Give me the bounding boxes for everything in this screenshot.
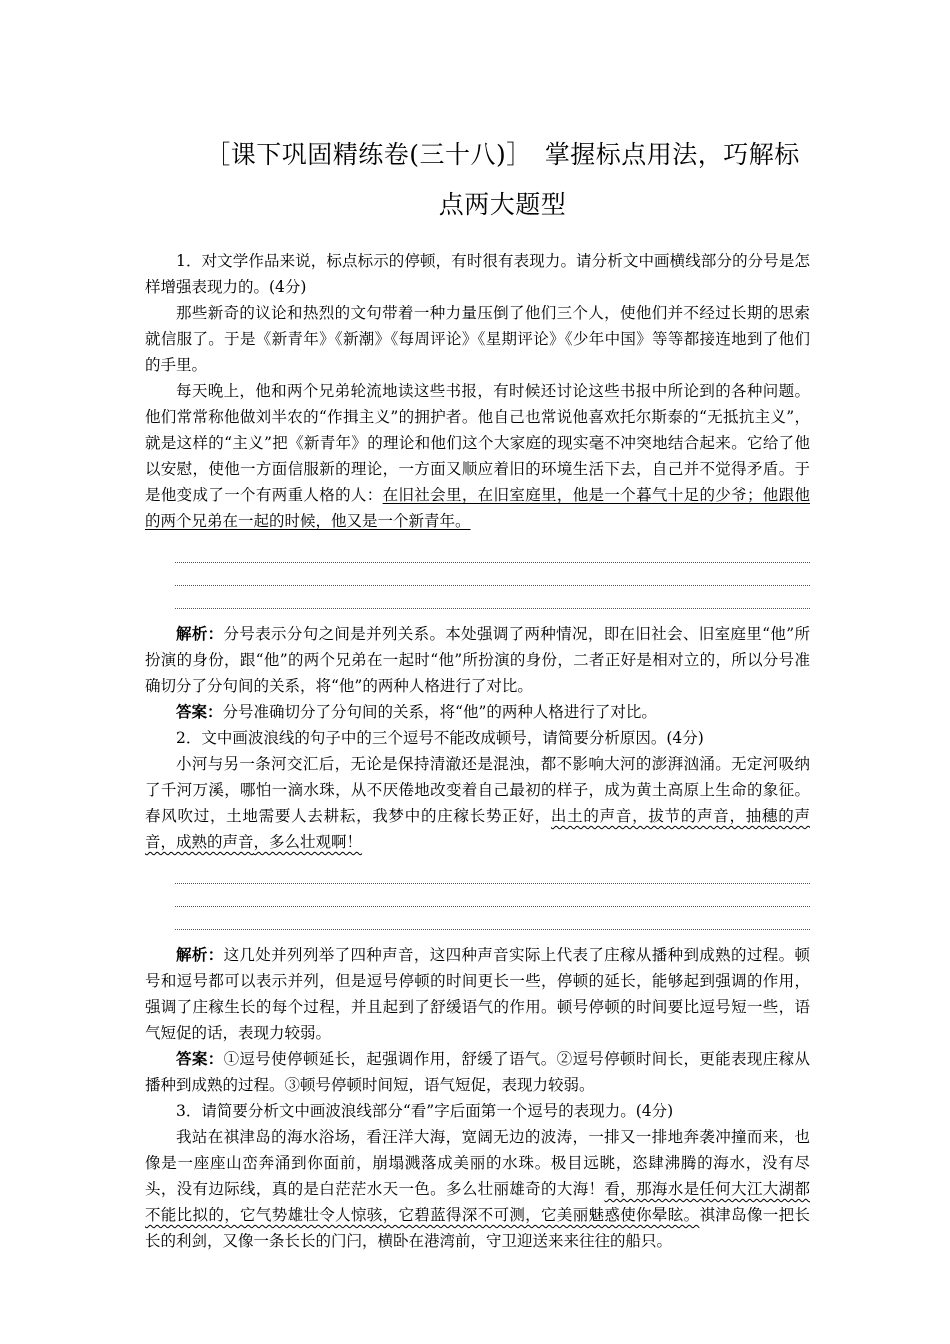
passage-text: 每天晚上，他和两个兄弟轮流地读这些书报，有时候还讨论这些书报中所论到的各种问题。他们常常称他做刘半农的“作揖主义”的拥护者。他自己也常说他喜欢托尔斯泰的“无抵抗主义”，就是这样的“主义”把《新青年》的理论和他们这个大家庭的现实毫不冲突地结合起来。它给了他以安慰，使他一方面信服新的理论，一方面又顺应着旧的环境生活下去，自己并不觉得矛盾。于是他变成了一个有两重人格的人： xyxy=(145,382,810,504)
passage-text: 小河与另一条河交汇后，无论是保持清澈还是混浊，都不影响大河的澎湃汹涌。无定河吸纳了千河万溪，哪怕一滴水珠，从不厌倦地改变着自己最初的样子，成为黄土高原上生命的象征。春风吹过，土地需要人去耕耘，我梦中的庄稼长势正好， xyxy=(145,755,810,825)
passage-3 xyxy=(145,1124,810,1254)
answer-text: ①逗号使停顿延长，起强调作用，舒缓了语气。②逗号停顿时间长，更能表现庄稼从播种到成熟的过程。③顿号停顿时间短，语气短促，表现力较弱。 xyxy=(145,1050,810,1094)
answer-blanks-2 xyxy=(145,855,810,942)
answer-line xyxy=(175,884,810,907)
answer-label: 答案： xyxy=(176,702,223,721)
analysis-2 xyxy=(145,942,810,1046)
wavy-underlined-text: 看，那海水是任何大江大湖都不能比拟的，它气势雄壮令人惊骇，它碧蓝得深不可测，它美丽魅惑使你晕眩。 xyxy=(145,1180,810,1224)
passage-tail: 祺津岛像一把长长的利剑，又像一条长长的门闩，横卧在港湾前，守卫迎送来来往往的船只。 xyxy=(145,1206,810,1250)
analysis-text: 分号表示分句之间是并列关系。本处强调了两种情况，即在旧社会、旧室庭里“他”所扮演的身份，跟“他”的两个兄弟在一起时“他”所扮演的身份，二者正好是相对立的，所以分号准确切分了分句间的关系，将“他”的两种人格进行了对比。 xyxy=(145,625,810,695)
passage-tail: ，多么壮观啊！ xyxy=(253,833,363,851)
question-3: 3．请简要分析文中画波浪线部分“看”字后面第一个逗号的表现力。(4分) xyxy=(176,1102,674,1120)
analysis-label: 解析： xyxy=(176,624,224,643)
passage-text: 我站在祺津岛的海水浴场，看汪洋大海，宽阔无边的波涛，一排又一排地奔袭冲撞而来，也像是一座座山峦奔涌到你面前，崩塌溅落成美丽的水珠。极目远眺，恣肆沸腾的海水，没有尽头，没有边际线，真的是白茫茫水天一色。多么壮丽雄奇的大海！ xyxy=(145,1128,810,1198)
answer-line xyxy=(175,586,810,609)
underlined-text: 在旧社会里，在旧室庭里，他是一个暮气十足的少爷；他跟他的两个兄弟在一起的时候，他又是一个新青年。 xyxy=(145,486,810,530)
analysis-text: 这几处并列列举了四种声音，这四种声音实际上代表了庄稼从播种到成熟的过程。顿号和逗号都可以表示并列，但是逗号停顿的时间更长一些，停顿的延长，能够起到强调的作用，强调了庄稼生长的每个过程，并且起到了舒缓语气的作用。顿号停顿的时间要比逗号短一些，语气短促的话，表现力较弱。 xyxy=(145,946,810,1042)
answer-line xyxy=(175,907,810,930)
answer-line xyxy=(175,540,810,563)
question-1: 1．对文学作品来说，标点标示的停顿，有时很有表现力。请分析文中画横线部分的分号是怎样增强表现力的。(4分) xyxy=(145,252,810,296)
question-2: 2．文中画波浪线的句子中的三个逗号不能改成顿号，请简要分析原因。(4分) xyxy=(176,729,704,747)
analysis-label: 解析： xyxy=(176,945,224,964)
answer-line xyxy=(175,563,810,586)
page-title: ［课下巩固精练卷(三十八)］ 掌握标点用法，巧解标点两大题型 xyxy=(205,140,800,219)
wavy-underlined-text: 出土的声音，拔节的声音，抽穗的声音，成熟的声音 xyxy=(145,807,810,851)
answer-text: 分号准确切分了分句间的关系，将“他”的两种人格进行了对比。 xyxy=(222,703,657,721)
answer-2 xyxy=(145,1046,810,1098)
answer-line xyxy=(175,861,810,884)
answer-1 xyxy=(145,699,810,725)
answer-blanks-1 xyxy=(145,534,810,621)
answer-label: 答案： xyxy=(176,1049,224,1068)
passage-1-paragraph-2 xyxy=(145,378,810,534)
passage-1-paragraph-1: 那些新奇的议论和热烈的文句带着一种力量压倒了他们三个人，使他们并不经过长期的思索就信服了。于是《新青年》《新潮》《每周评论》《星期评论》《少年中国》等等都接连地到了他们的手里。 xyxy=(145,304,810,374)
document-body xyxy=(145,248,810,1254)
passage-2 xyxy=(145,751,810,855)
analysis-1 xyxy=(145,621,810,699)
